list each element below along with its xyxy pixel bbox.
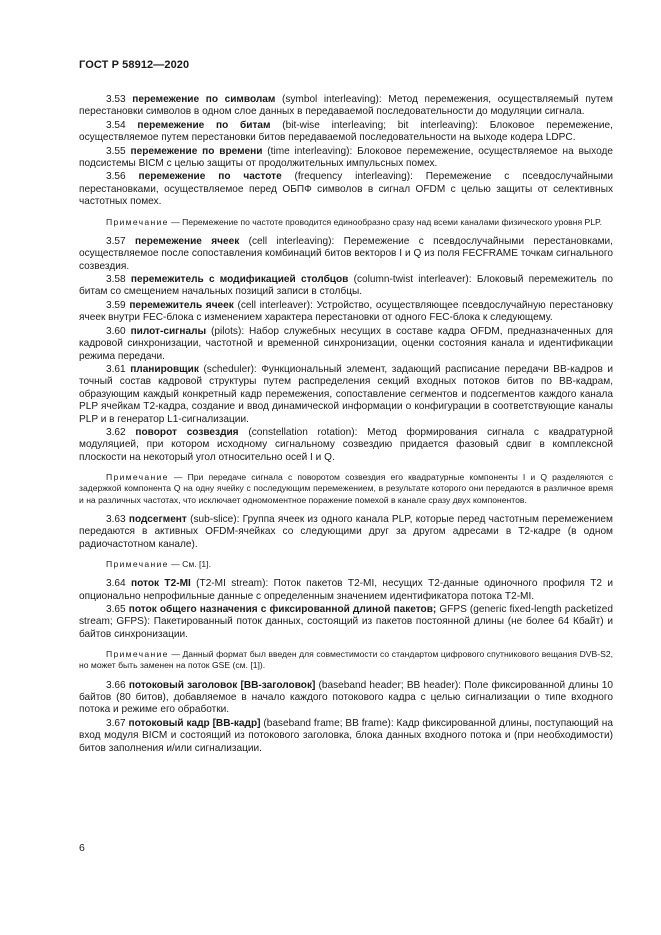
definition-text: (baseband frame; BB frame): Кадр фиксированной длины, поступающий на вход модуля BICM и состоящий из потокового заголовка, блока данных входного потока и (при необходимости) битов заполнения и/или сигнализации.	[79, 717, 613, 754]
definition-number: 3.55	[106, 145, 126, 157]
definition-number: 3.56	[106, 171, 126, 183]
definition-number: 3.57	[106, 235, 126, 247]
definition-3-64	[79, 578, 613, 603]
definition-term: поток общего назначения с фиксированной длиной пакетов;	[128, 604, 437, 616]
definition-term: планировщик	[130, 363, 199, 375]
note-label: Примечание	[106, 649, 169, 660]
definition-term: потоковый кадр [BB-кадр]	[128, 717, 261, 729]
definition-3-65	[79, 604, 613, 641]
definition-3-59	[79, 300, 613, 325]
definition-3-60	[79, 326, 613, 363]
definition-number: 3.61	[106, 363, 126, 375]
page-number: 6	[79, 842, 85, 854]
definition-text: (column-twist interleaver): Блоковый перемежитель по битам со смещением начальных позиций записи в столбцы.	[79, 274, 613, 298]
definition-term: перемежение по символам	[132, 94, 276, 105]
note-label: Примечание	[106, 559, 169, 569]
definition-number: 3.63	[106, 513, 126, 525]
definition-number: 3.64	[106, 578, 126, 590]
definition-3-56	[79, 171, 613, 208]
definition-term: перемежение по времени	[130, 145, 263, 157]
definition-text: (constellation rotation): Метод формирования сигнала с квадратурной модуляцией, при котором исходному сигнальному созвездию придается фазовый сдвиг в комплексной плоскости на некоторый угол относительно осей I и Q.	[79, 426, 614, 463]
definition-text: (frequency interleaving): Перемежение с псевдослучайными перестановками, осуществляемое перед ОБПФ символов в сигнал OFDM с целью защиты от селективных частотных помех.	[79, 171, 613, 208]
definition-text: (bit-wise interleaving; bit interleaving): Блоковое перемежение, осуществляемое путем перестановки битов передаваемой последовательности на выходе кодера LDPC.	[79, 119, 613, 144]
definition-3-57	[79, 236, 613, 273]
definition-3-61	[79, 364, 613, 426]
definition-3-58	[79, 274, 613, 299]
definition-term: перемежение ячеек	[135, 235, 240, 247]
definition-number: 3.54	[106, 119, 126, 131]
definition-text: (cell interleaver): Устройство, осуществляющее псевдослучайную перестановку ячеек внутри FEC-блока с изменением характера перестановки от одного FEC-блока к следующему.	[79, 299, 613, 324]
definition-number: 3.60	[106, 325, 126, 337]
definition-text: (symbol interleaving): Метод перемежения, осуществляемый путем перестановки символов в одном слое данных в передаваемой последовательности до модуляции сигнала.	[79, 94, 613, 118]
definitions-list	[79, 94, 613, 756]
note-label: Примечание	[106, 216, 169, 227]
definition-number: 3.59	[106, 299, 126, 311]
note-text: — См. [1].	[168, 559, 211, 569]
definition-text: (scheduler): Функциональный элемент, задающий расписание передачи BB-кадров и точный состав кадровой структуры путем распределения секций входных потоков битов по BB-кадрам, образующим каждый конкретный кадр перемежения, сопоставление сегментов и подсегментов каждого канала PLP ячейкам T2-кадра, создание и ввод динамической информации о конфигурации в соответствующие каналы PLP и в генератор L1-сигнализации.	[79, 363, 613, 425]
document-header: ГОСТ Р 58912—2020	[79, 59, 190, 71]
definition-text: GFPS (generic fixed-length packetized stream; GFPS): Пакетированный поток данных, состоящий из пакетов постоянной длины (не более 64 Кбайт) и байтов синхронизации.	[79, 604, 614, 640]
definition-3-53	[79, 94, 613, 119]
definition-3-54	[79, 120, 613, 145]
note-text: — Перемежение по частоте проводится единообразно сразу над всеми каналами физического уровня PLP.	[168, 216, 603, 227]
note	[79, 559, 613, 570]
definition-number: 3.66	[106, 679, 126, 691]
definition-text: (pilots): Набор служебных несущих в составе кадра OFDM, предназначенных для кадровой синхронизации, частотной и временной синхронизации, оценки состояния канала и идентификации режима передачи.	[79, 325, 613, 362]
definition-number: 3.67	[106, 717, 126, 729]
definition-term: поворот созвездия	[135, 426, 239, 438]
note-text: — При передаче сигнала с поворотом созвездия его квадратурные компоненты I и Q разделяются с задержкой компонента Q на одну ячейку с последующим перемежением, в результате которого они передаются в различное время и на различных частотах, что исключает одномоментное поражение помехой в канале сразу двух компонентов.	[79, 472, 613, 505]
note	[79, 217, 613, 228]
note-label: Примечание	[106, 472, 169, 483]
definition-number: 3.65	[106, 604, 126, 616]
definition-text: (sub-slice): Группа ячеек из одного канала PLP, которые перед частотным перемежением передаются в активных OFDM-ячейках со следующими друг за другом адресами в T2-кадре (в одном радиочастотном канале).	[79, 513, 613, 550]
definition-3-67	[79, 718, 613, 755]
definition-text: (baseband header; BB header): Поле фиксированной длины 10 байтов (80 битов), добавляемое в начало каждого потокового кадра с целью сигнализации о типе входного потока и режиме его обработки.	[79, 679, 613, 716]
note-text: — Данный формат был введен для совместимости со стандартом цифрового спутникового вещания DVB-S2, но может быть заменен на поток GSE (см. [1]).	[79, 649, 613, 671]
definition-term: подсегмент	[128, 513, 187, 525]
definition-text: (T2-MI stream): Поток пакетов T2-MI, несущих T2-данные одиночного профиля T2 и опционально непрофильные данные с определенным значением идентификатора потока T2-MI.	[79, 578, 613, 602]
definition-term: потоковый заголовок [BB-заголовок]	[128, 679, 316, 691]
note	[79, 472, 613, 506]
definition-text: (cell interleaving): Перемежение с псевдослучайными перестановками, осуществляемое после сопоставления комбинаций битов векторов I и Q из поля FECFRAME точкам сигнального созвездия.	[79, 235, 613, 272]
definition-text: (time interleaving): Блоковое перемежение, осуществляемое на выходе подсистемы BICM с целью защиты от продолжительных импульсных помех.	[79, 145, 614, 170]
definition-number: 3.62	[106, 426, 126, 438]
definition-3-62	[79, 427, 613, 464]
definition-number: 3.58	[106, 274, 126, 286]
definition-term: поток T2-MI	[131, 578, 191, 590]
definition-3-66	[79, 680, 613, 717]
definition-term: перемежитель ячеек	[129, 299, 234, 311]
definition-number: 3.53	[106, 94, 126, 105]
definition-3-55	[79, 146, 613, 171]
definition-term: перемежение по битам	[137, 119, 271, 131]
note	[79, 649, 613, 671]
definition-3-63	[79, 514, 613, 551]
definition-term: перемежение по частоте	[138, 171, 282, 183]
definition-term: пилот-сигналы	[130, 325, 207, 337]
definition-term: перемежитель с модификацией столбцов	[130, 274, 349, 286]
